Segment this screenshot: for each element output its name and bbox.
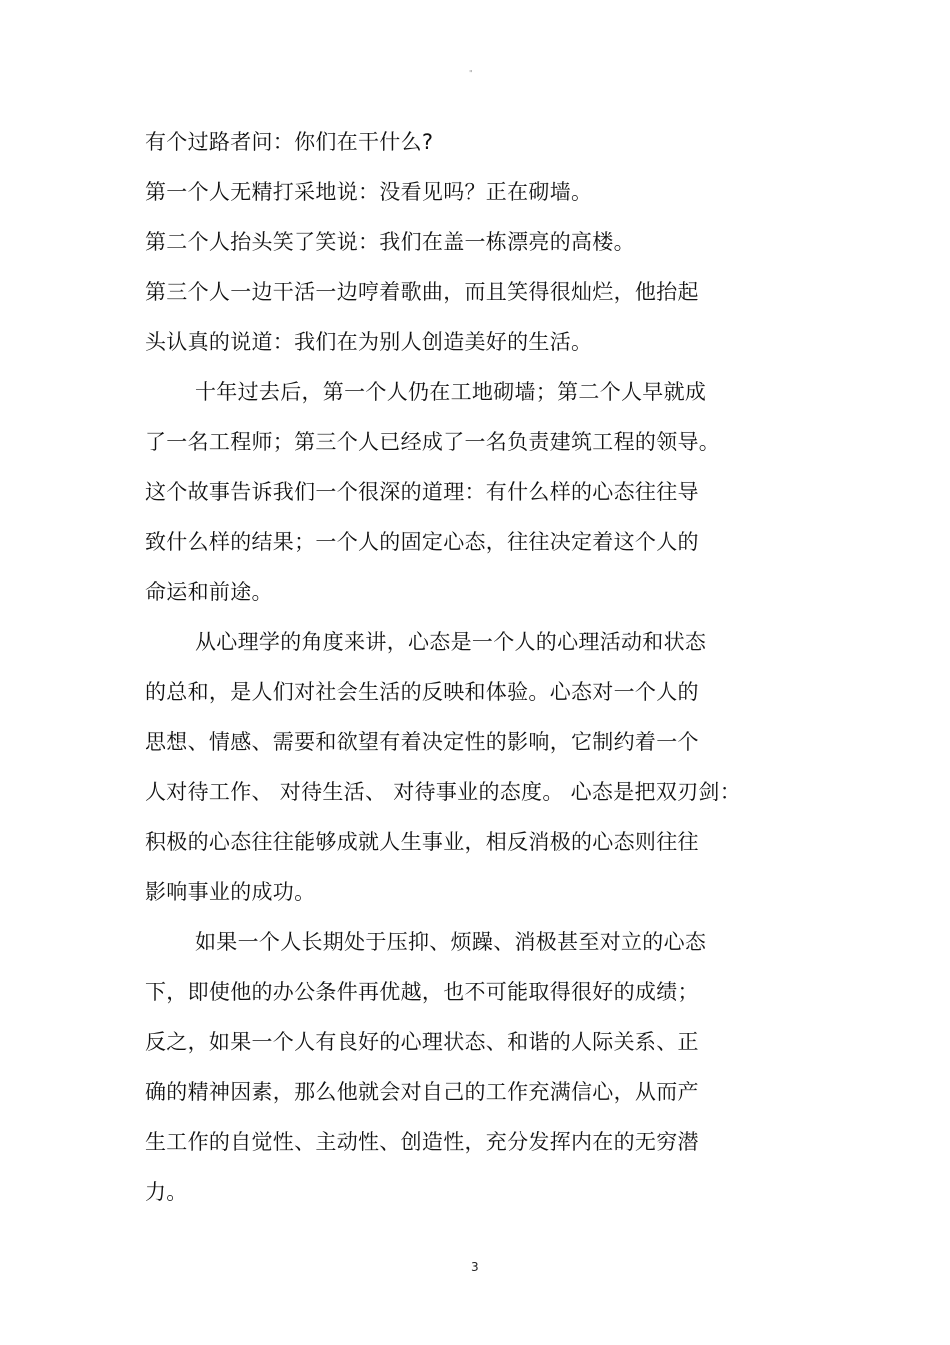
text-line: 力。 xyxy=(145,1180,188,1204)
text-line: 影响事业的成功。 xyxy=(145,880,316,904)
text-line: 命运和前途。 xyxy=(145,580,273,604)
text-line: 确的精神因素，那么他就会对自己的工作充满信心，从而产 xyxy=(145,1080,699,1104)
text-line: 有个过路者问：你们在干什么? xyxy=(145,130,434,154)
text-line: 第三个人一边干活一边哼着歌曲，而且笑得很灿烂，他抬起 xyxy=(145,280,699,304)
text-line: 人对待工作、 对待生活、 对待事业的态度。 心态是把双刃剑： xyxy=(145,780,742,804)
text-line: 从心理学的角度来讲，心态是一个人的心理活动和状态 xyxy=(195,630,707,654)
text-line: 第一个人无精打采地说：没看见吗？正在砌墙。 xyxy=(145,180,593,204)
text-line: 如果一个人长期处于压抑、烦躁、消极甚至对立的心态 xyxy=(195,930,707,954)
text-line: 了一名工程师；第三个人已经成了一名负责建筑工程的领导。 xyxy=(145,430,721,454)
text-line: 积极的心态往往能够成就人生事业，相反消极的心态则往往 xyxy=(145,830,699,854)
text-line: 的总和，是人们对社会生活的反映和体验。心态对一个人的 xyxy=(145,680,699,704)
text-line: 致什么样的结果；一个人的固定心态，往往决定着这个人的 xyxy=(145,530,699,554)
text-line: 十年过去后，第一个人仍在工地砌墙；第二个人早就成 xyxy=(195,380,707,404)
text-line: 反之，如果一个人有良好的心理状态、和谐的人际关系、正 xyxy=(145,1030,699,1054)
header-mark: " xyxy=(469,69,473,78)
text-line: 思想、情感、需要和欲望有着决定性的影响，它制约着一个 xyxy=(145,730,699,754)
text-line: 这个故事告诉我们一个很深的道理：有什么样的心态往往导 xyxy=(145,480,699,504)
text-line: 下，即使他的办公条件再优越，也不可能取得很好的成绩； xyxy=(145,980,699,1004)
text-line: 头认真的说道：我们在为别人创造美好的生活。 xyxy=(145,330,593,354)
text-line: 生工作的自觉性、主动性、创造性，充分发挥内在的无穷潜 xyxy=(145,1130,699,1154)
text-line: 第二个人抬头笑了笑说：我们在盖一栋漂亮的高楼。 xyxy=(145,230,635,254)
page-number: 3 xyxy=(471,1260,479,1274)
